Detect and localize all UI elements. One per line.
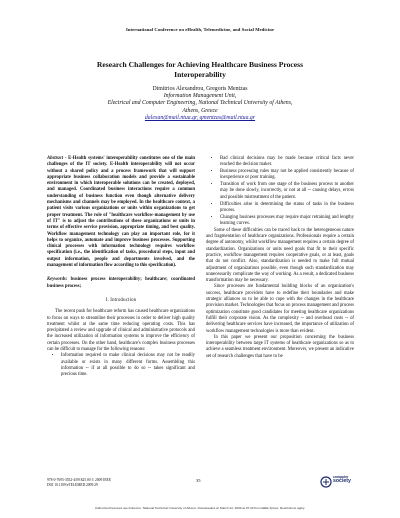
footer-copyright bbox=[47, 478, 111, 487]
paper-title bbox=[60, 60, 340, 80]
conference-header: International Conference on eHealth, Telemedicine, and Social Medicine bbox=[125, 27, 275, 32]
keywords bbox=[47, 277, 195, 290]
right-bullet-item: • Changing business processes may require major retraining and lengthy learning curves. bbox=[220, 215, 354, 228]
body-paragraph: Some of these difficulties can be traced back to the heterogeneous nature and fragmentation of healthcare organizations. Professionals require a certain degree of autonomy, whilst workflow management requires a certain degree of standardization. Organizations or units need goals that fit to their specific practice, workflow management requires cooperative goals, or at least, goals that do not conflict. Also, standardization is needed to make full mutual adjustment of organizations possible, even though such standardization may unnecessarily complicate the way of working. As a result, a dedicated business transformation may be necessary. bbox=[206, 227, 354, 284]
computer-society-logo bbox=[320, 474, 364, 490]
affiliation-line-2: Electrical and Computer Engineering, National Technical University of Athens, bbox=[107, 100, 293, 107]
left-column bbox=[47, 156, 195, 379]
affiliation-line-1: Information Management Unit, bbox=[163, 93, 237, 100]
author-emails[interactable]: dalexan@mail.ntua.gr, gmentzas@mail.ntua.gr bbox=[144, 114, 256, 121]
left-bullet-item: • Information required to make clinical decisions may not be readily available or exists in many different forms. Assembling this information -- if at all possible to do so -- takes significant and precious time. bbox=[61, 353, 195, 378]
right-column bbox=[206, 156, 354, 360]
computer-society-logo-icon bbox=[320, 476, 332, 488]
affiliation-line-3: Athens, Greece bbox=[182, 107, 218, 114]
right-bullet-item: • Bad clinical decisions may be made because critical facts never reached the decision maker. bbox=[220, 156, 354, 169]
keywords-text: business process interoperability; healthcare; coordinated business process; bbox=[47, 277, 195, 289]
author-block bbox=[70, 86, 330, 122]
paper-title-line-2: Interoperability bbox=[174, 70, 226, 79]
computer-society-logo-text bbox=[333, 475, 351, 484]
right-bullet-item: • Transition of work from one stage of the business process to another may be done slowly, incorrectly, or not at all -- causing delays, errors and possible mistreatment of the patient. bbox=[220, 182, 354, 201]
logo-text-top: computer bbox=[333, 475, 349, 479]
paper-title-line-1: Research Challenges for Achieving Healthcare Business Process bbox=[96, 60, 304, 69]
right-bullet-item: • Difficulties arise in determining the status of tasks in the business process. bbox=[220, 202, 354, 215]
author-names: Dimitrios Alexandrou, Gregoris Mentzas bbox=[152, 86, 248, 92]
intro-paragraph: The recent push for healthcare reform has caused healthcare organizations to focus on ways to streamline their processes in order to deliver high quality treatment whilst at the same time reducing operating costs. This has precipitated a review and upgrade of clinical and administrative protocols and the increased utilization of information systems to improve the efficiency of certain processes. On the other hand, healthcare's complex business processes can be difficult to manage for the following reasons: bbox=[47, 309, 195, 353]
footer-isbn: 978-0-7695-3552-4/09 $25.00 © 2009 IEEE bbox=[47, 478, 111, 482]
section-heading-introduction: I. Introduction bbox=[105, 297, 137, 303]
right-bullet-item: • Business processing rules may not be applied consistently because of inexperience or poor training. bbox=[220, 169, 354, 182]
page-number: 35 bbox=[196, 478, 201, 483]
right-paragraphs bbox=[206, 228, 354, 360]
right-bullet-list bbox=[206, 156, 354, 227]
body-paragraph: Since processes are fundamental building blocks of an organization's success, healthcare providers have to redefine their boundaries and make strategic alliances so to be able to cope with the changes in the healthcare provision market. Technologies that focus on process management and process optimization constitute good candidates for meeting healthcare organizations fulfill their corporate vision. As the complexity -- and overhead costs -- of delivering healthcare services have increased, the importance of utilization of workflow management technologies is more than evident. bbox=[206, 284, 354, 334]
footer-doi: DOI 10.1109/eTELEMED.2009.29 bbox=[47, 482, 98, 487]
abstract-text: - E-Health systems' interoperability constitutes one of the main challenges of the IT society. E-Health interoperability will not occur without a shared policy and a process framework that will support appropriate business collaboration models and provide a sustainable environment in which interoperable solutions can be created, deployed, and managed. Coordinated business interactions require a common understanding of business function even though alternative delivery mechanisms and channels may be employed. In the healthcare context, a patient visits various organizations or units within organizations to get proper treatment. The role of "healthcare workflow-management by use of IT" is to adjust the contributions of these organizations or units in terms of effective service provision, appropriate timing, and best quality. Workflow management technology can play an important role, for it helps to organize, automate and improve business processes. Supporting clinical processes with information technology requires workflow specification (i.e., the identification of tasks, procedural steps, input and output information, people and departments involved, and the management of information flow according to this specification). bbox=[47, 156, 195, 269]
left-bullet-list bbox=[47, 353, 195, 378]
abstract bbox=[47, 156, 195, 269]
body-paragraph: In this paper we present our proposition concerning the business interoperability between large IT systems of healthcare organizations so as to achieve a seamless treatment environment. Moreover, we present an indicative set of research challenges that have to be bbox=[206, 334, 354, 359]
logo-text-bottom: society bbox=[333, 478, 351, 484]
authorized-use-note: Authorized licensed use limited to: National Technical University of Athens. Downloaded on March 22, 2009 at 07:29 from IEEE Xplore. Restrictions apply. bbox=[94, 506, 306, 510]
keywords-label: Keywords: bbox=[47, 277, 68, 283]
abstract-label: Abstract bbox=[47, 156, 64, 161]
